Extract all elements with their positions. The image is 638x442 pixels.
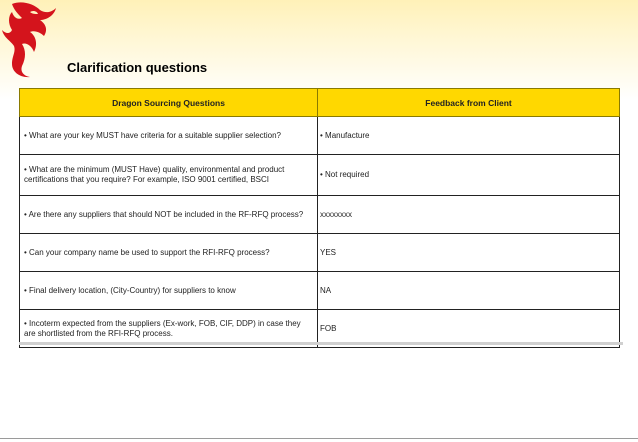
table-row	[20, 272, 620, 310]
dragon-logo-icon	[0, 0, 60, 78]
question-cell: • Are there any suppliers that should NOT be included in the RF-RFQ process?	[20, 196, 318, 234]
table-header-row	[20, 89, 620, 117]
table-row	[20, 234, 620, 272]
table-shadow	[19, 342, 623, 345]
header-questions: Dragon Sourcing Questions	[20, 89, 318, 117]
question-cell: • Can your company name be used to support the RFI-RFQ process?	[20, 234, 318, 272]
feedback-cell: • Not required	[318, 155, 620, 196]
slide-title: Clarification questions	[67, 60, 208, 75]
feedback-cell: NA	[318, 272, 620, 310]
question-cell: • Final delivery location, (City-Country) for suppliers to know	[20, 272, 318, 310]
bottom-divider	[0, 438, 638, 439]
feedback-cell: YES	[318, 234, 620, 272]
table-row	[20, 196, 620, 234]
table-row	[20, 155, 620, 196]
header-feedback: Feedback from Client	[318, 89, 620, 117]
question-cell: • What are your key MUST have criteria for a suitable supplier selection?	[20, 117, 318, 155]
feedback-cell: • Manufacture	[318, 117, 620, 155]
question-cell: • Incoterm expected from the suppliers (Ex-work, FOB, CIF, DDP) in case they are shortlisted from the RFI-RFQ process.	[20, 310, 318, 348]
table-row	[20, 117, 620, 155]
feedback-cell: FOB	[318, 310, 620, 348]
clarification-table	[19, 88, 620, 348]
question-cell: • What are the minimum (MUST Have) quality, environmental and product certifications that you require? For example, ISO 9001 certified, BSCI	[20, 155, 318, 196]
feedback-cell: xxxxxxxx	[318, 196, 620, 234]
